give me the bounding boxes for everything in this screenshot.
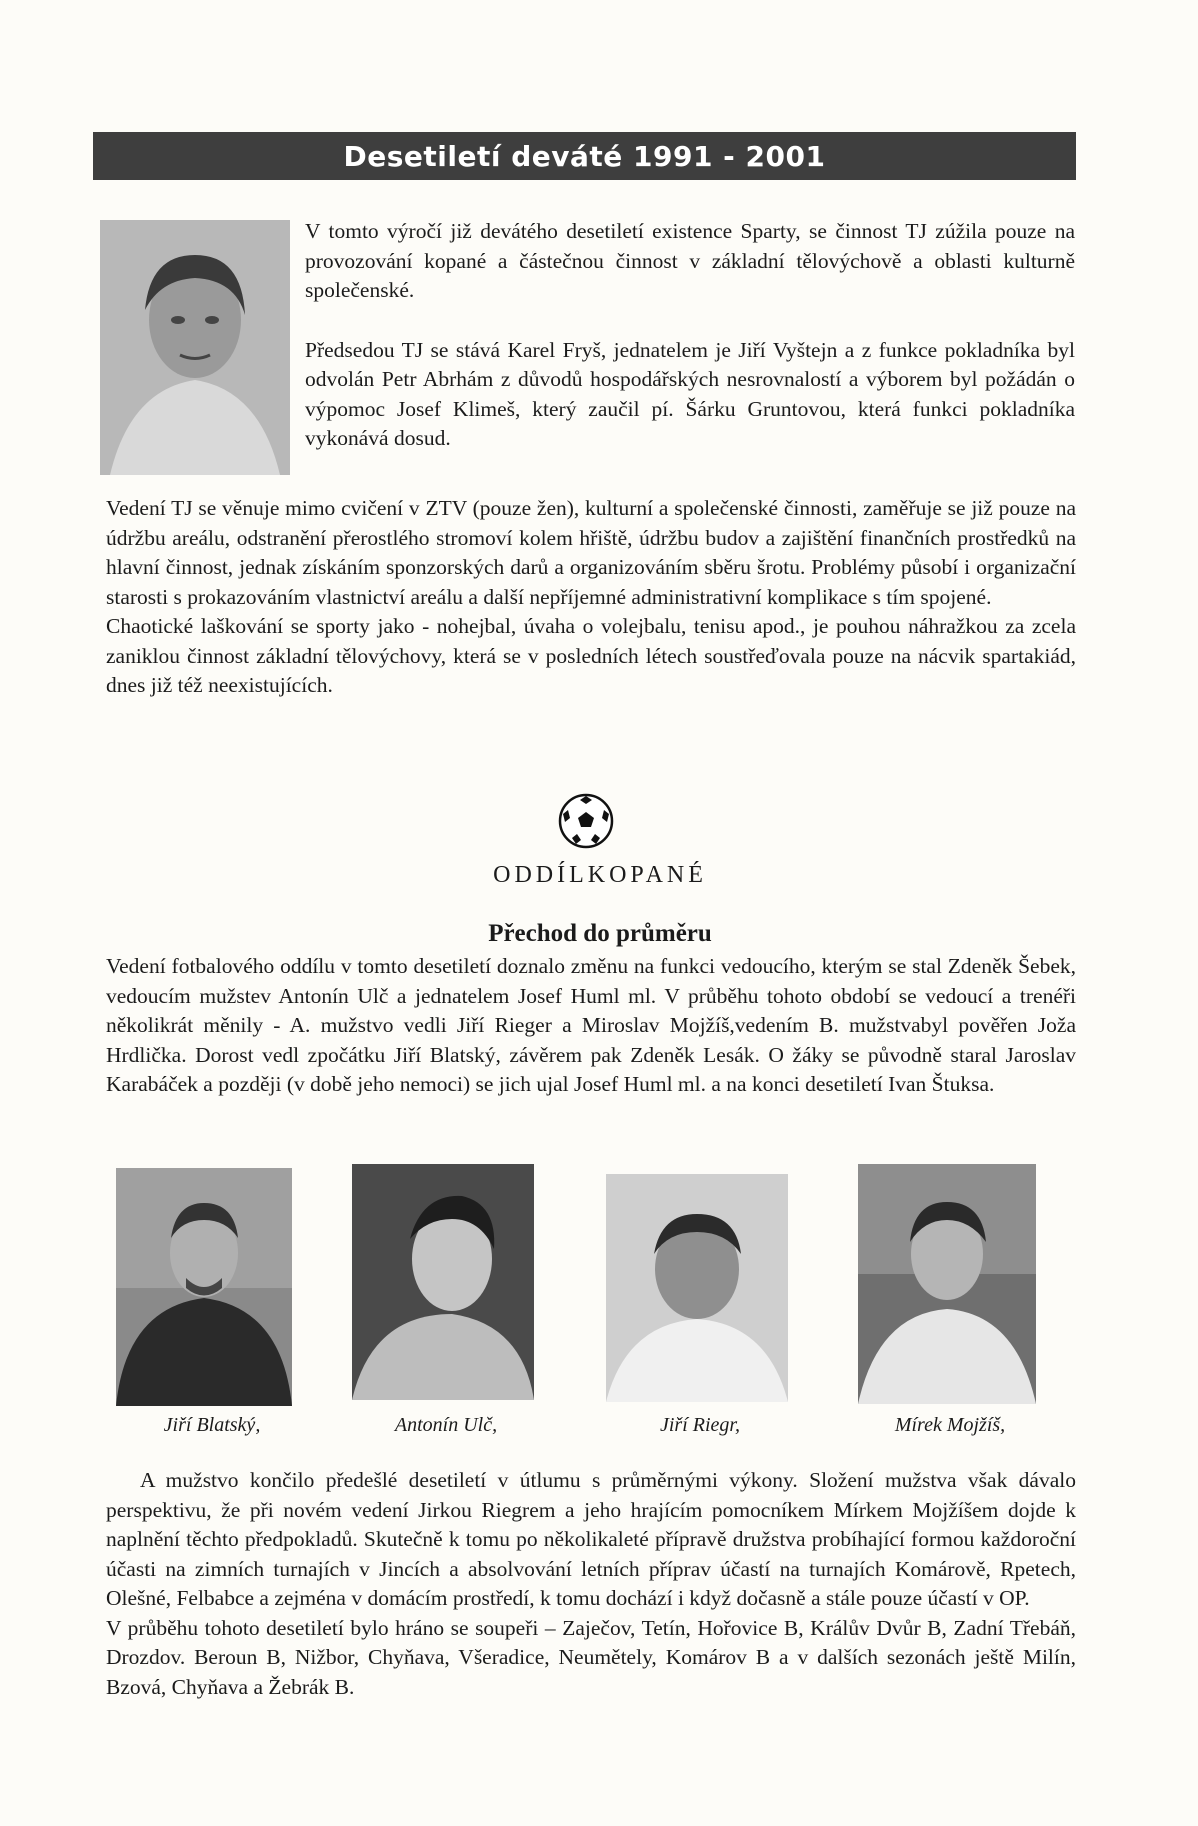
intro-text xyxy=(305,217,1075,454)
photo-jiri-blatsky xyxy=(116,1168,292,1406)
closing-paragraph-7: V průběhu tohoto desetiletí bylo hráno se soupeři – Zaječov, Tetín, Hořovice B, Králův Dvůr B, Zadní Třebáň, Drozdov. Beroun B, Nižbor, Chyňava, Všeradice, Neumětely, Komárov B a v dalších sezonách ještě Milín, Bzová, Chyňava a Žebrák B. xyxy=(106,1615,1076,1699)
photo-jiri-riegr xyxy=(606,1174,788,1402)
intro-paragraph-2: Předsedou TJ se stává Karel Fryš, jednatelem je Jiří Vyštejn a z funkce pokladníka byl odvolán Petr Abrhám z důvodů hospodářských nesrovnalostí a výborem byl požádán o výpomoc Josef Klimeš, který zaučil pí. Šárku Gruntovou, která funkci pokladníka vykonává dosud. xyxy=(305,337,1075,450)
closing-text xyxy=(106,1466,1076,1702)
closing-paragraph-6: A mužstvo končilo předešlé desetiletí v útlumu s průměrnými výkony. Složení mužstva však dávalo perspektivu, že při novém vedení Jirkou Riegrem a jeho hrajícím pomocníkem Mírkem Mojžíšem dojde k naplnění těchto předpokladů. Skutečně k tomu po několikaleté přípravě družstva probíhající formou každoroční účasti na zimních turnajích v Jincích a absolvování letních příprav účastí na turnajích Komárově, Rpetech, Olešné, Felbabce a zejména v domácím prostředí, k tomu dochází i když dočasně a stále pouze účastí v OP. xyxy=(106,1468,1076,1610)
soccer-ball-icon xyxy=(557,792,615,850)
photo-antonin-ulc xyxy=(352,1164,534,1400)
portrait-photo-top xyxy=(100,220,290,475)
caption-jiri-blatsky: Jiří Blatský, xyxy=(163,1414,261,1436)
chapter-title: Desetiletí deváté 1991 - 2001 xyxy=(343,139,826,173)
section-text xyxy=(106,952,1076,1100)
caption-jiri-riegr: Jiří Riegr, xyxy=(660,1414,740,1436)
body-paragraph-3: Vedení TJ se věnuje mimo cvičení v ZTV (pouze žen), kulturní a společenské činnosti, zaměřuje se již pouze na údržbu areálu, odstranění přerostlého stromoví kolem hřiště, údržbu budov a zajištění finančních prostředků na hlavní činnost, jednak získáním sponzorských darů a organizováním sběru šrotu. Problémy působí i organizační starosti s prokazováním vlastnictví areálu a další nepříjemné administrativní komplikace s tím spojené. xyxy=(106,496,1076,609)
caption-antonin-ulc: Antonín Ulč, xyxy=(394,1414,498,1436)
body-text xyxy=(106,494,1076,701)
section-subheading: Přechod do průměru xyxy=(488,920,712,947)
photo-mirek-mojzis xyxy=(858,1164,1036,1404)
chapter-banner xyxy=(93,132,1076,180)
caption-mirek-mojzis: Mírek Mojžíš, xyxy=(894,1414,1006,1436)
section-title: ODDÍLKOPANÉ xyxy=(493,862,707,888)
body-paragraph-4: Chaotické laškování se sporty jako - nohejbal, úvaha o volejbalu, tenisu apod., je pouhou náhražkou za zcela zaniklou činnost základní tělovýchovy, která se v posledních létech soustřeďovala pouze na nácvik spartakiád, dnes již též neexistujících. xyxy=(106,614,1076,697)
intro-paragraph-1: V tomto výročí již devátého desetiletí existence Sparty, se činnost TJ zúžila pouze na provozování kopané a částečnou činnost v základní tělovýchově a oblasti kulturně společenské. xyxy=(305,219,1075,302)
section-paragraph-5: Vedení fotbalového oddílu v tomto desetiletí doznalo změnu na funkci vedoucího, kterým se stal Zdeněk Šebek, vedoucím mužstev Antonín Ulč a jednatelem Josef Huml ml. V průběhu tohoto období se vedoucí a trenéři několikrát měnily - A. mužstvo vedli Jiří Rieger a Miroslav Mojžíš,vedením B. mužstvabyl pověřen Joža Hrdlička. Dorost vedl zpočátku Jiří Blatský, závěrem pak Zdeněk Lesák. O žáky se původně staral Jaroslav Karabáček a později (v době jeho nemoci) se jich ujal Josef Huml ml. a na konci desetiletí Ivan Štuksa. xyxy=(106,954,1076,1096)
